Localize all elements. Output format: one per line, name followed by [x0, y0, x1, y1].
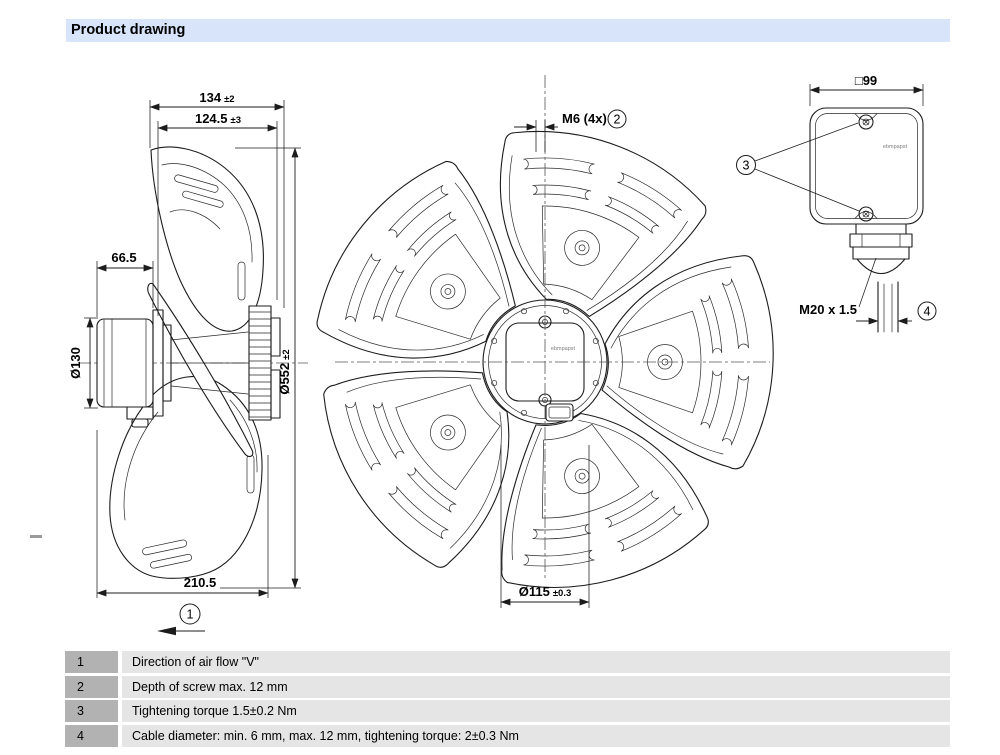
dim-depth-total: 134 ±2 — [199, 90, 235, 105]
page-title-text: Product drawing — [71, 22, 186, 38]
row-number: 1 — [65, 651, 118, 673]
dim-fan-dia: Ø552±2 — [277, 349, 292, 395]
side-view — [68, 90, 308, 635]
motor-body — [97, 319, 153, 407]
front-view — [298, 75, 774, 612]
dim-length-bottom: 210.5 — [183, 575, 217, 590]
callout-3-number: 3 — [742, 158, 750, 173]
air-flow-arrow-head — [157, 627, 176, 635]
row-number: 2 — [65, 676, 118, 698]
table-row — [65, 725, 950, 747]
callout-4-number: 4 — [923, 304, 931, 319]
row-description: Tightening torque 1.5±0.2 Nm — [122, 700, 950, 722]
hub-terminal-box — [546, 404, 573, 421]
row-number: 4 — [65, 725, 118, 747]
dim-pitch-dia: Ø115 ±0.3 — [518, 584, 572, 599]
dim-motor-offset: 66.5 — [111, 250, 137, 265]
row-description: Cable diameter: min. 6 mm, max. 12 mm, tightening torque: 2±0.3 Nm — [122, 725, 950, 747]
gland-thread-label: M20 x 1.5 — [799, 302, 857, 317]
box-brand-logo: ebmpapst — [882, 144, 908, 150]
table-row — [65, 676, 950, 698]
hub-brand-logo: ebmpapst — [550, 346, 576, 352]
callout-1-number: 1 — [186, 607, 194, 622]
callout-2-number: 2 — [613, 112, 621, 127]
row-number: 3 — [65, 700, 118, 722]
table-row — [65, 700, 950, 722]
table-row — [65, 651, 950, 673]
cable-gland — [856, 224, 906, 234]
row-description: Depth of screw max. 12 mm — [122, 676, 950, 698]
terminal-box-view — [737, 73, 937, 332]
callout-table — [65, 651, 950, 749]
dim-motor-dia: Ø130 — [68, 347, 83, 379]
row-description: Direction of air flow "V" — [122, 651, 950, 673]
dim-depth-inner: 124.5 ±3 — [194, 111, 242, 126]
dim-box-size: □99 — [854, 73, 878, 88]
screw-spec-label: M6 (4x) — [562, 111, 607, 126]
